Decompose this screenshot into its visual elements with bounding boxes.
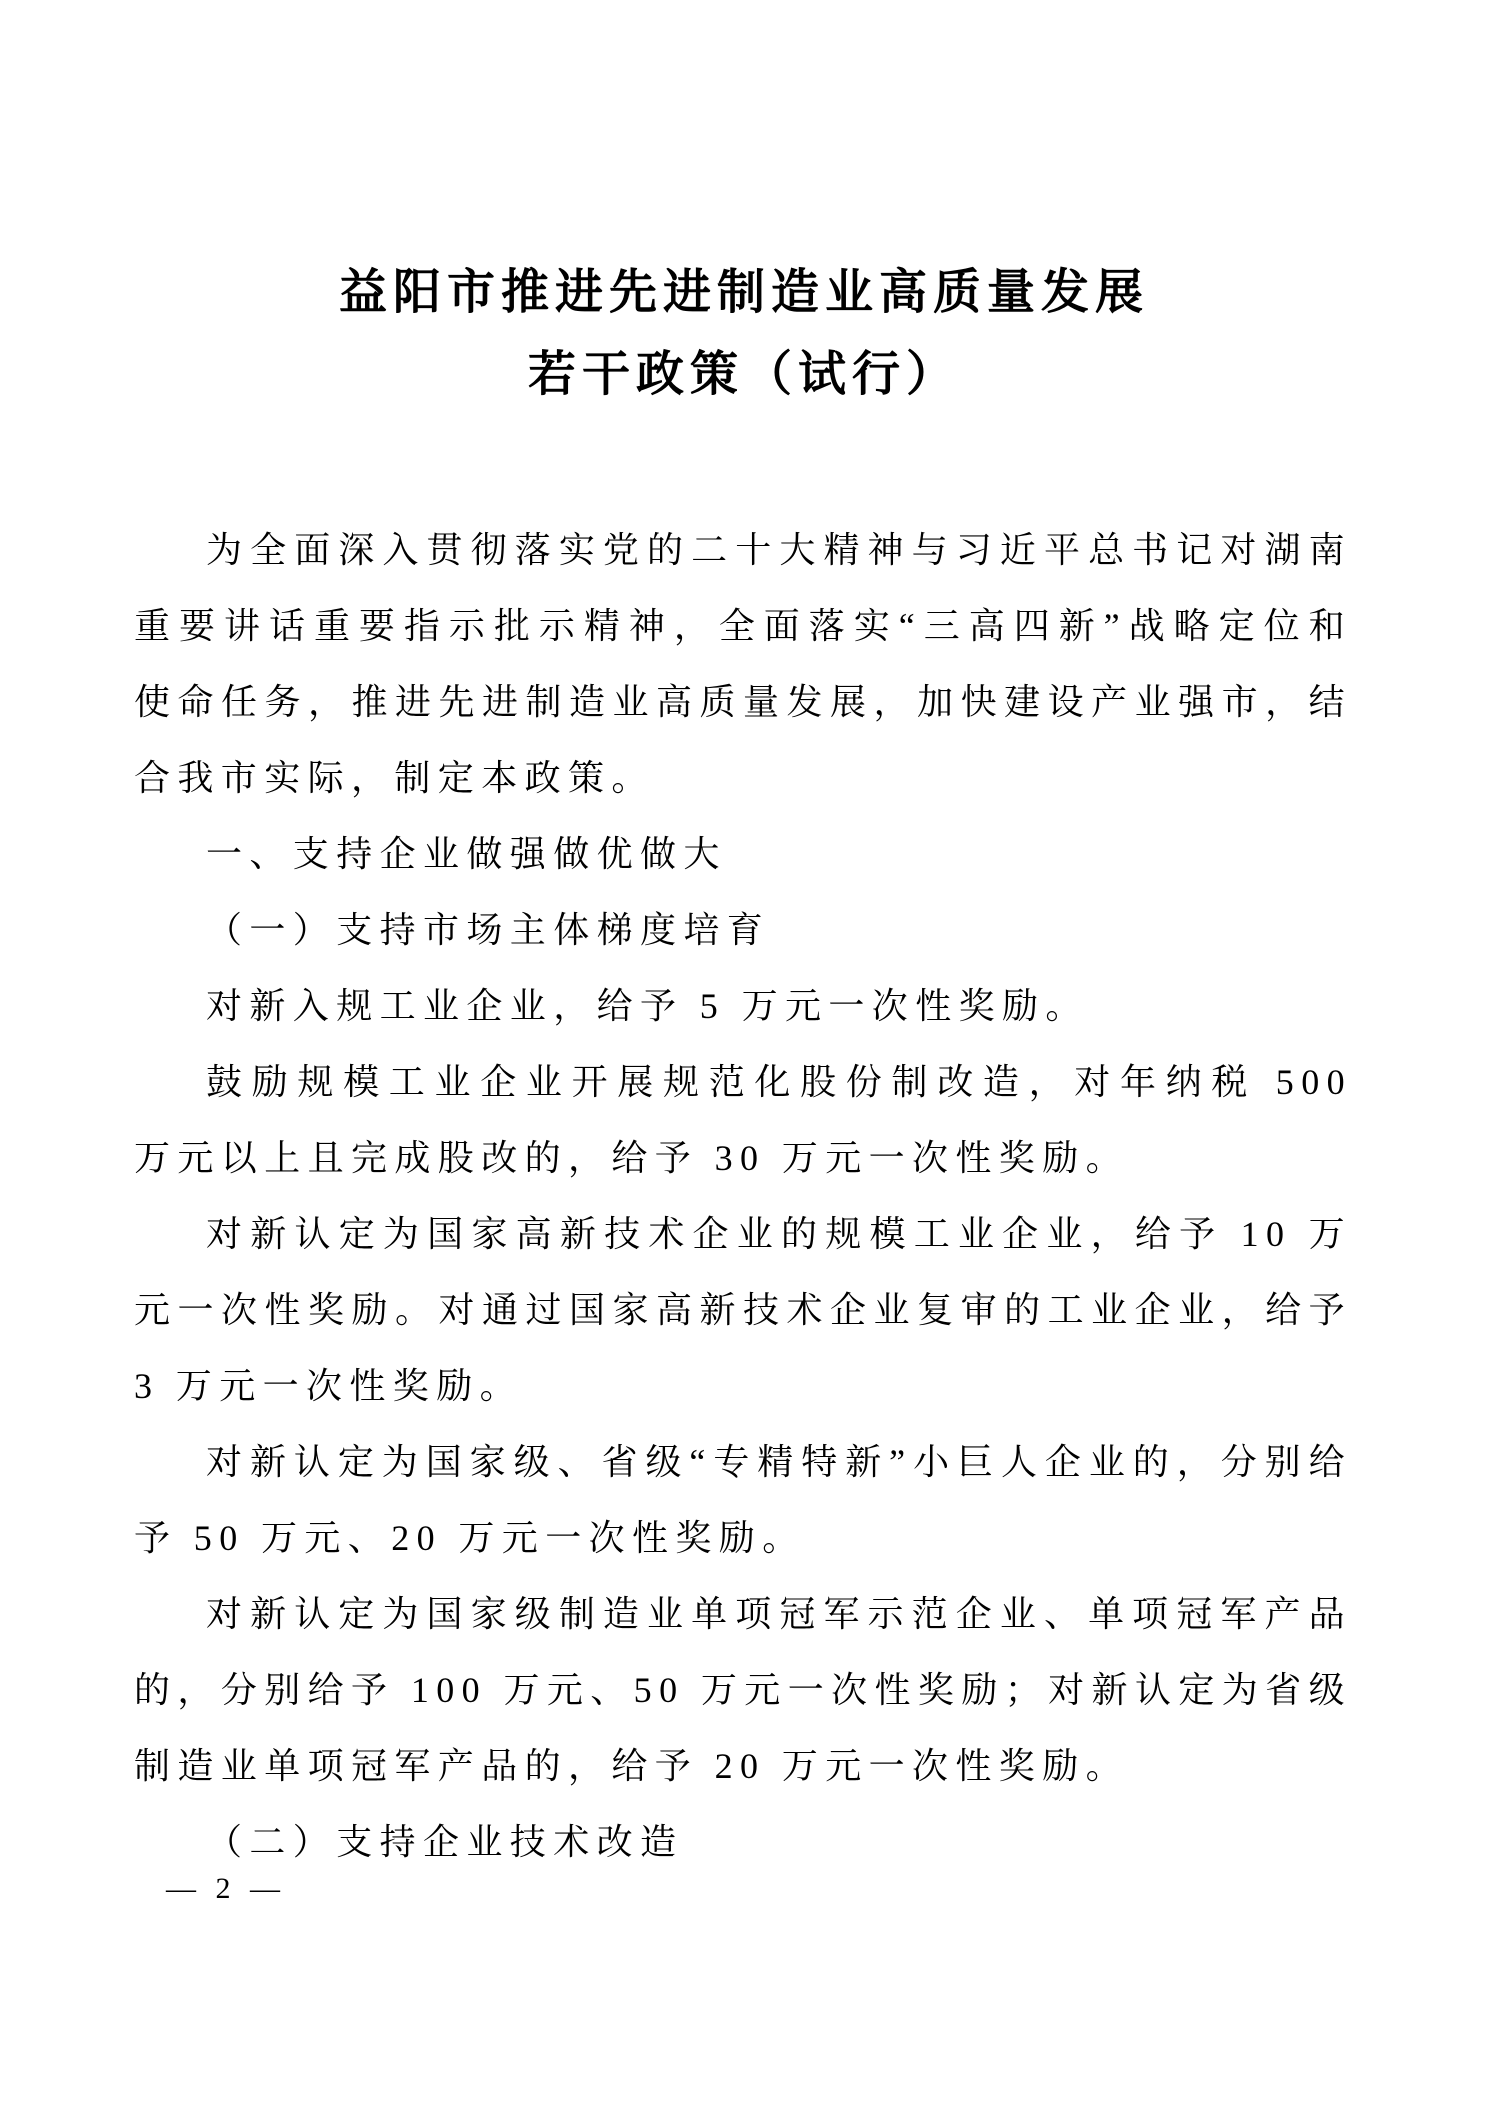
paragraph-heading1: 一、支持企业做强做优做大 — [206, 834, 727, 874]
document-body — [134, 512, 1352, 1880]
paragraph-body: 鼓励规模工业企业开展规范化股份制改造，对年纳税 500 万元以上且完成股改的，给予 30 万元一次性奖励。 — [134, 1062, 1352, 1178]
paragraph-body: 对新认定为国家高新技术企业的规模工业企业，给予 10 万元一次性奖励。对通过国家高新技术企业复审的工业企业，给予 3 万元一次性奖励。 — [134, 1214, 1352, 1406]
document-title — [0, 252, 1488, 416]
paragraph-heading2: （二）支持企业技术改造 — [206, 1822, 684, 1862]
paragraph-body: 对新入规工业企业，给予 5 万元一次性奖励。 — [206, 986, 1089, 1026]
paragraph-body: 对新认定为国家级制造业单项冠军示范企业、单项冠军产品的，分别给予 100 万元、50 万元一次性奖励；对新认定为省级制造业单项冠军产品的，给予 20 万元一次性奖励。 — [134, 1594, 1352, 1786]
page-number: — 2 — — [166, 1872, 286, 1905]
document-title-line-1: 益阳市推进先进制造业高质量发展 — [338, 266, 1149, 319]
paragraph-heading2: （一）支持市场主体梯度培育 — [206, 910, 771, 950]
document-title-line-2: 若干政策（试行） — [527, 348, 960, 401]
paragraph-body: 为全面深入贯彻落实党的二十大精神与习近平总书记对湖南重要讲话重要指示批示精神，全面落实“三高四新”战略定位和使命任务，推进先进制造业高质量发展，加快建设产业强市，结合我市实际，制定本政策。 — [134, 530, 1352, 798]
paragraph-body: 对新认定为国家级、省级“专精特新”小巨人企业的，分别给予 50 万元、20 万元一次性奖励。 — [134, 1442, 1352, 1558]
